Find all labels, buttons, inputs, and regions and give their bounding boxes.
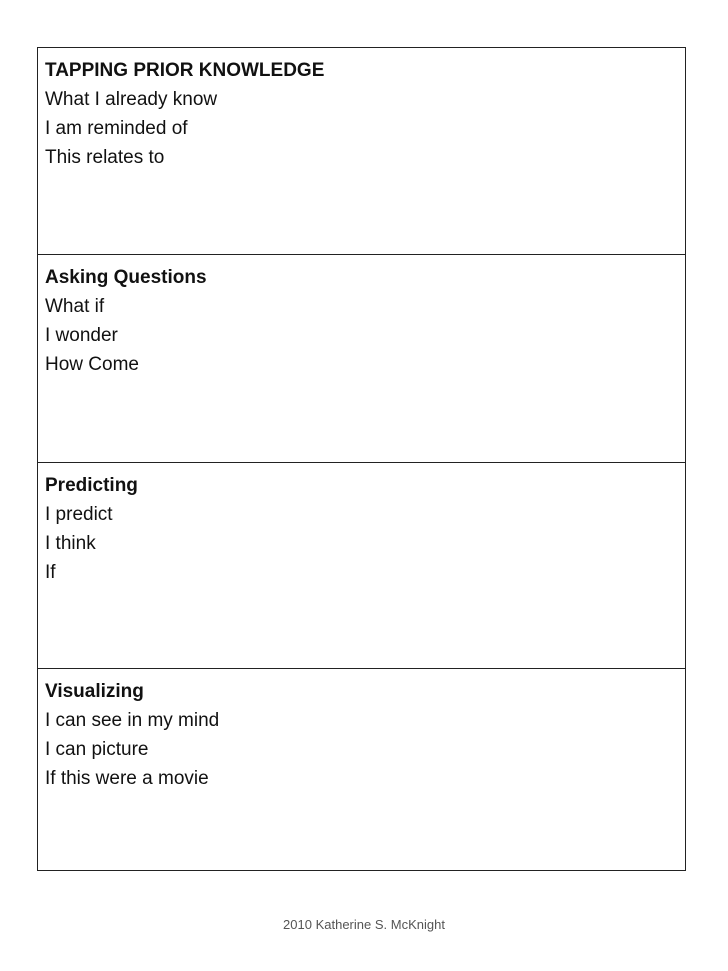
section-prompt: This relates to (45, 147, 165, 168)
section-tapping-prior-knowledge (38, 48, 685, 254)
section-prompt: I am reminded of (45, 118, 188, 139)
section-predicting (38, 462, 685, 668)
section-heading: TAPPING PRIOR KNOWLEDGE (45, 60, 325, 81)
section-visualizing (38, 668, 685, 872)
copyright-footer: 2010 Katherine S. McKnight (283, 917, 445, 932)
section-prompt: If (45, 562, 56, 583)
section-prompt: If this were a movie (45, 768, 209, 789)
section-prompt: What if (45, 296, 105, 317)
section-heading: Asking Questions (45, 267, 207, 288)
section-prompt: I predict (45, 504, 113, 525)
section-prompt: I can see in my mind (45, 710, 220, 731)
section-prompt: What I already know (45, 89, 218, 110)
section-prompt: I wonder (45, 325, 118, 346)
section-asking-questions (38, 254, 685, 462)
section-prompt: How Come (45, 354, 139, 375)
section-heading: Predicting (45, 475, 138, 496)
section-prompt: I can picture (45, 739, 149, 760)
section-prompt: I think (45, 533, 96, 554)
section-heading: Visualizing (45, 681, 144, 702)
worksheet-table (37, 47, 686, 871)
